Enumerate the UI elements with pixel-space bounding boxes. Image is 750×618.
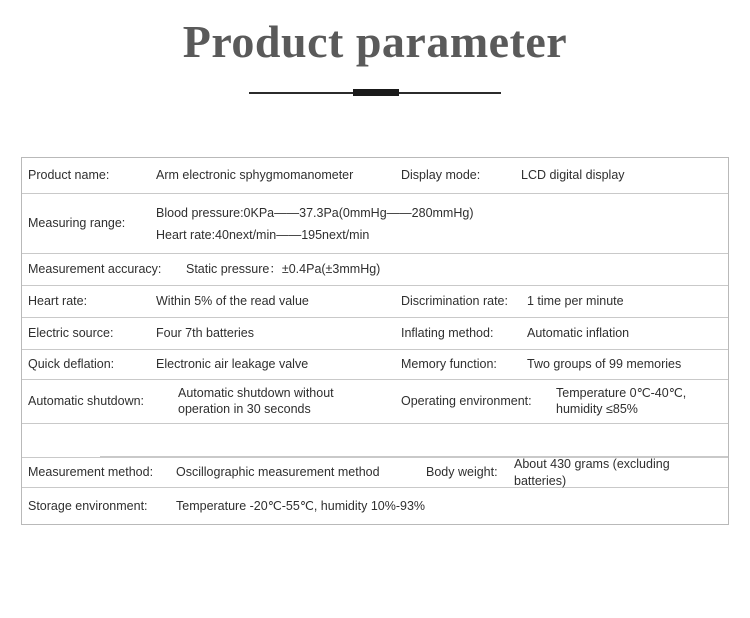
table-row (22, 194, 728, 254)
row-value-storage-environment: Temperature -20℃-55℃, humidity 10%-93% (176, 498, 426, 513)
row-value-product-name: Arm electronic sphygmomanometer (156, 168, 354, 183)
row-label-quick-deflation: Quick deflation: (28, 357, 115, 372)
spacer-cell (22, 424, 728, 457)
row-value-inflating-method: Automatic inflation (527, 326, 630, 341)
specification-table (21, 157, 729, 525)
measuring-range-blood-pressure: Blood pressure:0KPa——37.3Pa(0mmHg——280mmHg) (156, 206, 474, 220)
table-row (22, 458, 728, 488)
row-value-memory-function: Two groups of 99 memories (527, 357, 682, 372)
row-value-electric-source: Four 7th batteries (156, 326, 254, 341)
table-row (22, 488, 728, 524)
row-value-quick-deflation: Electronic air leakage valve (156, 357, 309, 372)
row-value-automatic-shutdown (172, 380, 395, 423)
row-value-body-weight: About 430 grams (excluding batteries) (514, 456, 670, 488)
row-label-inflating-method: Inflating method: (401, 326, 494, 341)
row-label-measurement-method: Measurement method: (28, 465, 154, 480)
table-row (22, 158, 728, 194)
row-label-storage-environment: Storage environment: (28, 498, 148, 513)
row-value-discrimination-rate: 1 time per minute (527, 294, 624, 309)
row-value-heart-rate: Within 5% of the read value (156, 294, 309, 309)
table-row (22, 286, 728, 318)
operating-environment-line2: humidity ≤85% (556, 402, 638, 416)
row-label-discrimination-rate: Discrimination rate: (401, 294, 508, 309)
page-title: Product parameter (182, 16, 568, 67)
row-label-operating-environment: Operating environment: (401, 394, 532, 409)
row-value-measurement-method: Oscillographic measurement method (176, 465, 380, 480)
row-label-display-mode: Display mode: (401, 168, 481, 183)
row-label-measuring-range: Measuring range: (28, 216, 126, 231)
row-value-operating-environment (550, 380, 728, 423)
title-divider (249, 89, 501, 97)
table-row (22, 350, 728, 380)
row-value-display-mode: LCD digital display (521, 168, 625, 183)
row-label-product-name: Product name: (28, 168, 110, 183)
measuring-range-heart-rate: Heart rate:40next/min——195next/min (156, 228, 370, 242)
table-row (22, 318, 728, 350)
row-label-heart-rate: Heart rate: (28, 294, 88, 309)
row-label-body-weight: Body weight: (426, 465, 498, 480)
table-row-spacer (22, 424, 728, 458)
automatic-shutdown-line1: Automatic shutdown without (178, 386, 334, 400)
row-value-measurement-accuracy: Static pressure：±0.4Pa(±3mmHg) (186, 262, 381, 277)
divider-center-mark (353, 89, 399, 96)
row-label-measurement-accuracy: Measurement accuracy: (28, 262, 162, 277)
row-label-automatic-shutdown: Automatic shutdown: (28, 394, 145, 409)
row-label-memory-function: Memory function: (401, 357, 497, 372)
automatic-shutdown-line2: operation in 30 seconds (178, 402, 311, 416)
row-label-electric-source: Electric source: (28, 326, 114, 341)
row-value-measuring-range (150, 194, 728, 253)
operating-environment-line1: Temperature 0℃-40℃, (556, 386, 687, 400)
table-row (22, 380, 728, 424)
table-row (22, 254, 728, 286)
